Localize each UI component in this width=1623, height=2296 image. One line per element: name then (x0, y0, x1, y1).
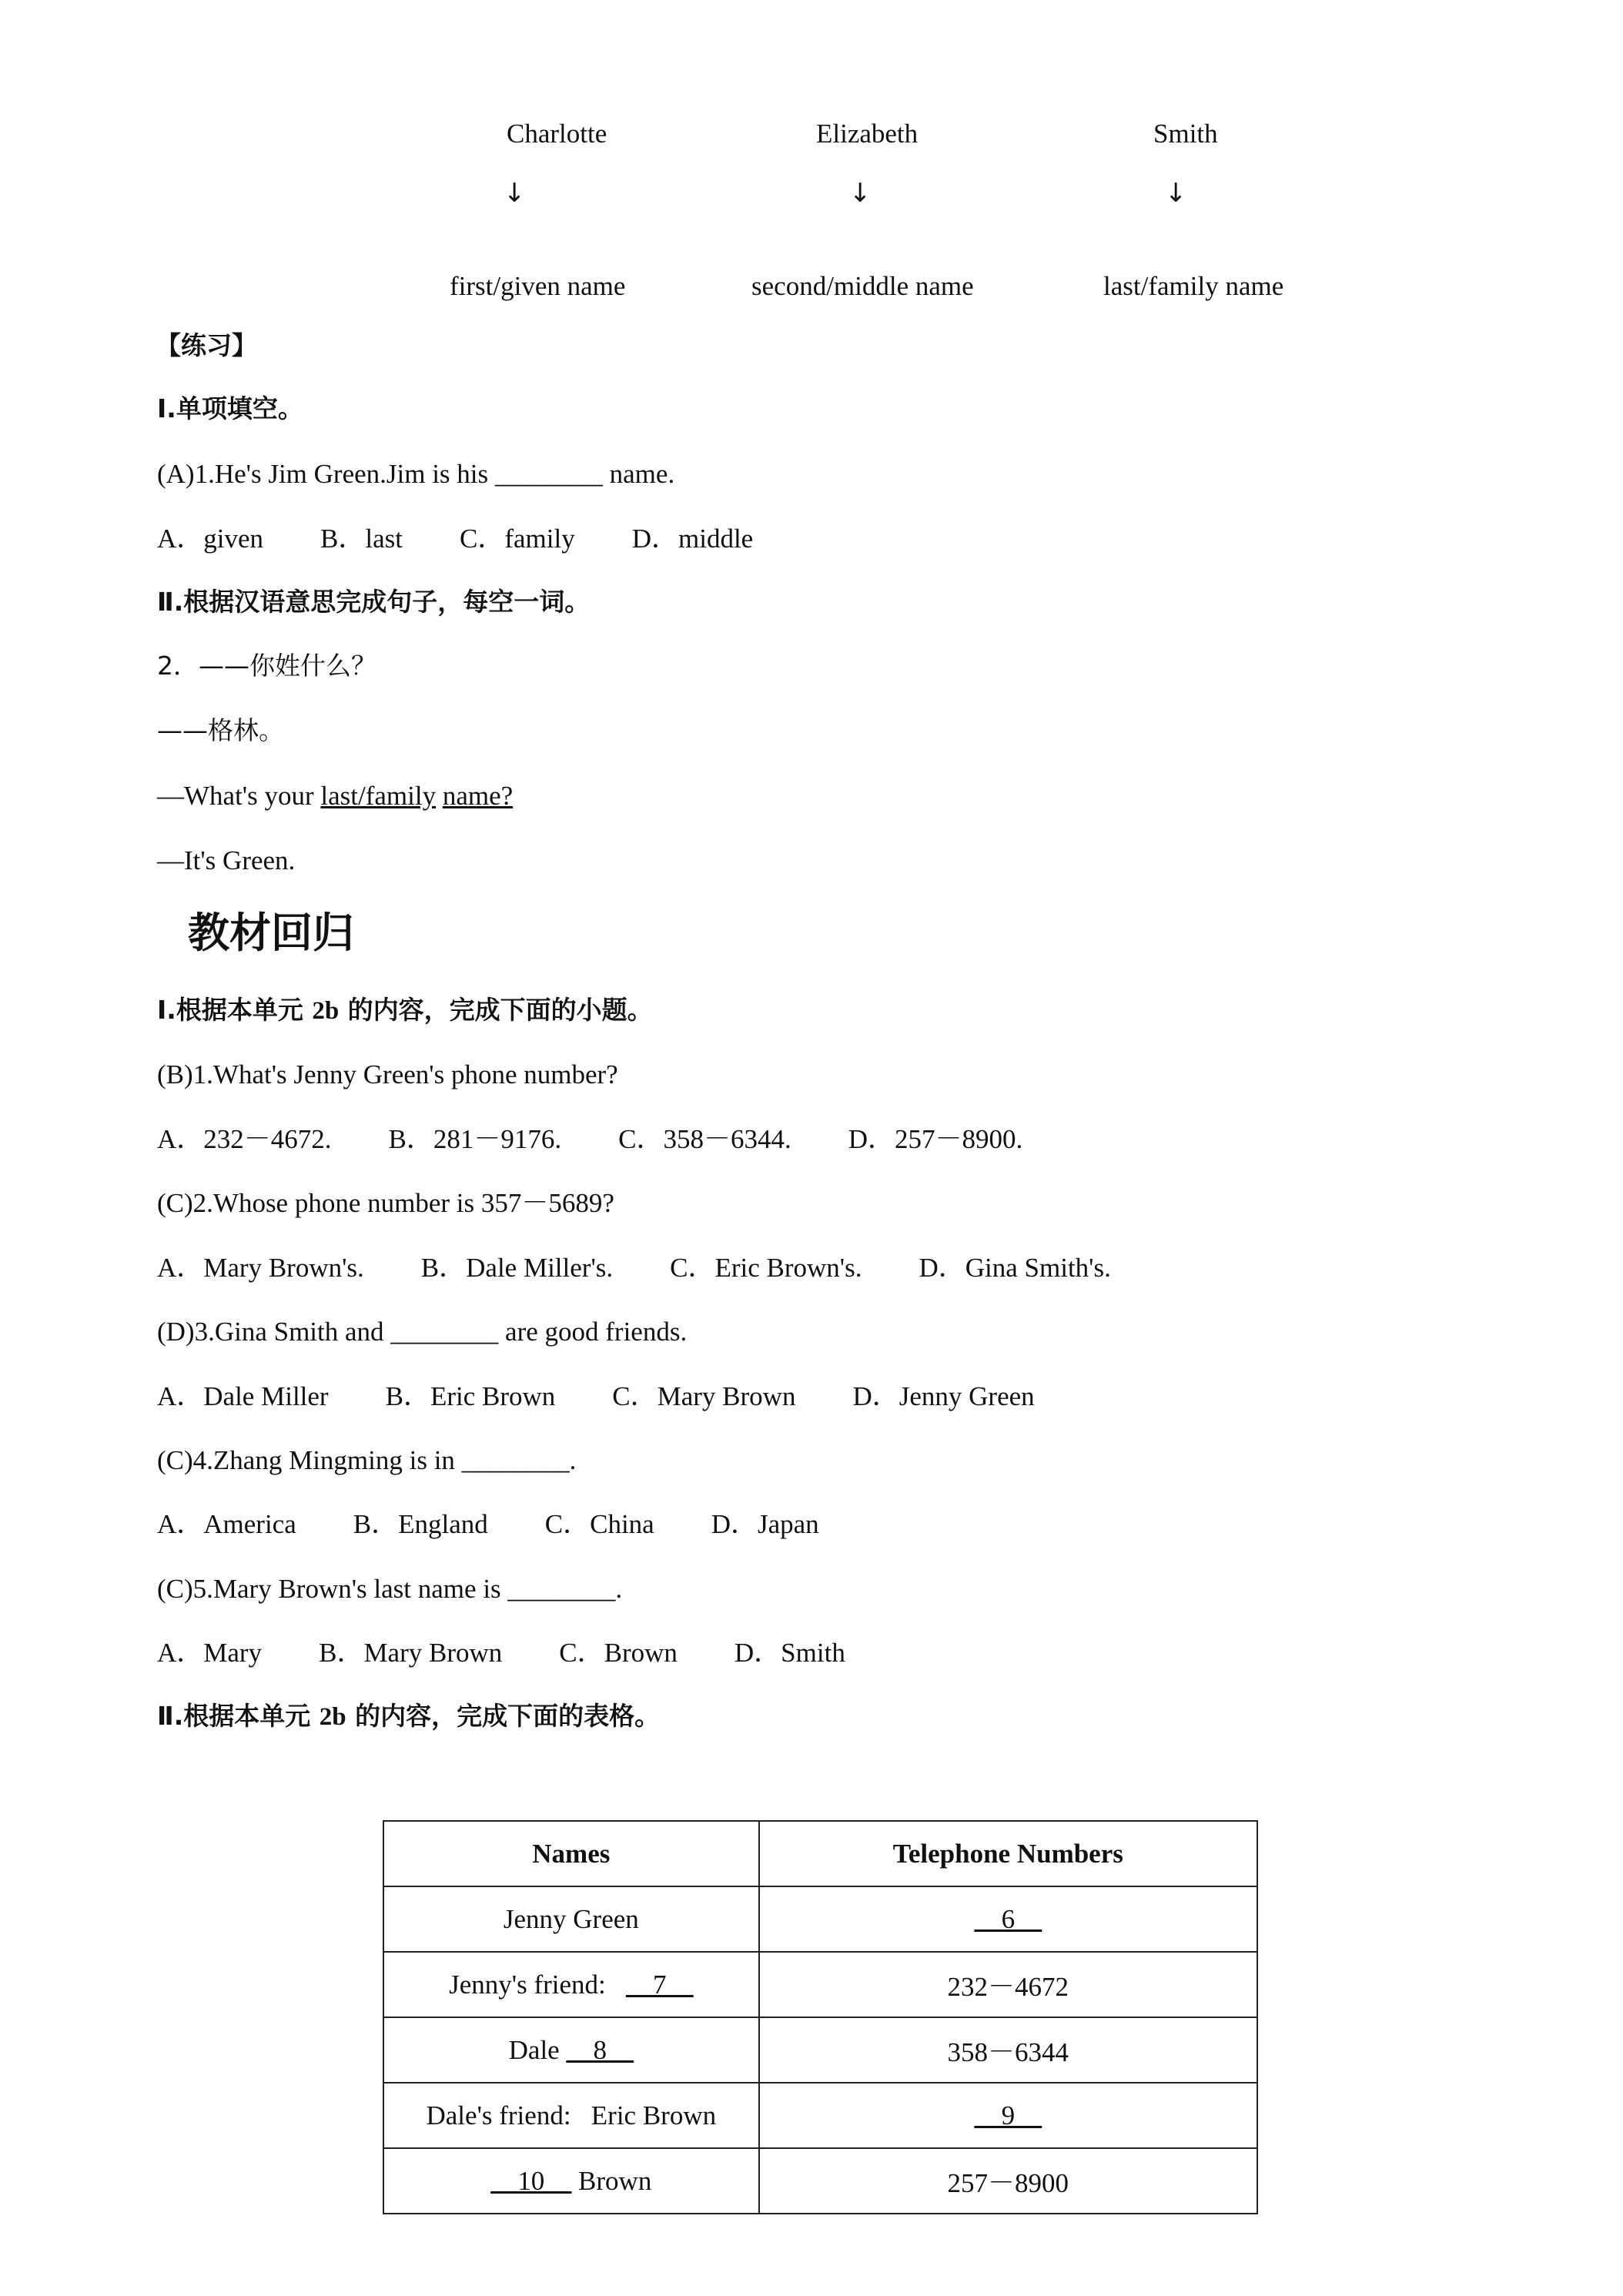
name-word-middle: Elizabeth (816, 119, 919, 149)
review-section1-title (157, 997, 653, 1024)
column-header-names: Names (383, 1821, 759, 1886)
name-cell (383, 2148, 759, 2214)
practice-q2-chinese-question: 2．——你姓什么？ (157, 651, 376, 681)
phone-text: 358－6344 (947, 2037, 1069, 2067)
option: A．America (157, 1509, 296, 1539)
name-cell (383, 2017, 759, 2083)
answer-blank: __7__ (626, 1969, 694, 2000)
title-part: Ⅰ.根据本单元 (157, 995, 313, 1025)
phone-cell (759, 2017, 1257, 2083)
title-part: 的内容，完成下面的表格。 (346, 1701, 661, 1731)
review-question-2: (C)2.Whose phone number is 357－5689? (157, 1188, 614, 1218)
name-word-first: Charlotte (507, 119, 607, 149)
name-label-first: first/given name (450, 271, 626, 301)
title-part: Ⅱ.根据本单元 (157, 1701, 320, 1731)
phone-text: 232－4672 (947, 1971, 1069, 2002)
option: C．Mary Brown (612, 1381, 796, 1411)
table-row (383, 1952, 1257, 2017)
name-cell (383, 1886, 759, 1952)
phone-cell (759, 1886, 1257, 1952)
option: A．Mary (157, 1638, 263, 1668)
phone-cell (759, 2148, 1257, 2214)
name-cell (383, 2083, 759, 2148)
review-q5-options (157, 1639, 845, 1666)
practice-q2-chinese-answer: ——格林。 (157, 715, 284, 745)
option: B．281－9176. (388, 1124, 562, 1154)
answer-blank: __10__ (490, 2165, 572, 2196)
practice-section1-title: Ⅰ.单项填空。 (157, 393, 303, 423)
answer-blank: __9__ (974, 2100, 1042, 2130)
name-text: Dale's friend: Eric Brown (426, 2100, 717, 2130)
title-part: 2b (319, 1703, 346, 1731)
table-row (383, 1886, 1257, 1952)
practice-question-1: (A)1.He's Jim Green.Jim is his ________ name. (157, 459, 675, 489)
name-text: Jenny's friend: (449, 1969, 626, 2000)
review-section2-title (157, 1703, 660, 1730)
name-text: Brown (571, 2165, 652, 2196)
review-q1-options (157, 1126, 1022, 1153)
answer-blank: last/family (320, 781, 437, 811)
practice-q1-options (157, 525, 753, 552)
option: D．257－8900. (848, 1124, 1023, 1154)
option: A．Mary Brown's. (157, 1253, 364, 1283)
option: B．Mary Brown (319, 1638, 503, 1668)
practice-q2-english-answer: —It's Green. (157, 845, 296, 875)
review-question-5: (C)5.Mary Brown's last name is ________. (157, 1574, 623, 1604)
table-header-row (383, 1821, 1257, 1886)
option: C．Brown (559, 1638, 678, 1668)
option: D．middle (631, 524, 754, 554)
name-text: Dale (508, 2034, 567, 2065)
option: A．Dale Miller (157, 1381, 329, 1411)
review-q2-options (157, 1254, 1111, 1281)
table-row (383, 2148, 1257, 2214)
name-label-last: last/family name (1103, 271, 1284, 301)
option: D．Gina Smith's. (919, 1253, 1111, 1283)
option: D．Japan (711, 1509, 819, 1539)
practice-section2-title: Ⅱ.根据汉语意思完成句子，每空一词。 (157, 587, 591, 617)
answer-blank: __8__ (566, 2034, 634, 2065)
title-part: 2b (312, 997, 340, 1025)
phone-cell (759, 2083, 1257, 2148)
review-question-4: (C)4.Zhang Mingming is in ________. (157, 1445, 577, 1475)
option: B．England (353, 1509, 488, 1539)
phone-number-table (383, 1820, 1258, 2214)
option: C．Eric Brown's. (670, 1253, 862, 1283)
practice-title: 【练习】 (156, 330, 257, 360)
phone-text: 257－8900 (947, 2167, 1069, 2198)
column-header-telephone: Telephone Numbers (759, 1821, 1257, 1886)
option: C．358－6344. (618, 1124, 791, 1154)
option: D．Smith (734, 1638, 845, 1668)
table-row (383, 2083, 1257, 2148)
option: A．given (157, 524, 264, 554)
review-q4-options (157, 1511, 819, 1538)
option: B．Eric Brown (385, 1381, 556, 1411)
review-question-1: (B)1.What's Jenny Green's phone number? (157, 1059, 618, 1089)
phone-cell (759, 1952, 1257, 2017)
question-text: —What's your (157, 781, 321, 811)
answer-blank: __6__ (974, 1903, 1042, 1934)
name-label-middle: second/middle name (751, 271, 974, 301)
option: C．family (460, 524, 575, 554)
option: D．Jenny Green (852, 1381, 1035, 1411)
option: B．last (320, 524, 403, 554)
arrow-down-icon: ↓ (1165, 178, 1187, 209)
arrow-down-icon: ↓ (849, 178, 872, 209)
name-text: Jenny Green (503, 1903, 639, 1934)
review-q3-options (157, 1383, 1035, 1410)
name-word-last: Smith (1153, 119, 1218, 149)
review-heading: 教材回归 (188, 909, 354, 957)
option: B．Dale Miller's. (420, 1253, 614, 1283)
option: A．232－4672. (157, 1124, 332, 1154)
answer-blank: name? (442, 781, 514, 811)
practice-q2-english-question (157, 782, 513, 809)
option: C．China (544, 1509, 654, 1539)
title-part: 的内容，完成下面的小题。 (339, 995, 653, 1025)
arrow-down-icon: ↓ (504, 178, 526, 209)
table-row (383, 2017, 1257, 2083)
review-question-3: (D)3.Gina Smith and ________ are good friends. (157, 1317, 688, 1347)
name-cell (383, 1952, 759, 2017)
